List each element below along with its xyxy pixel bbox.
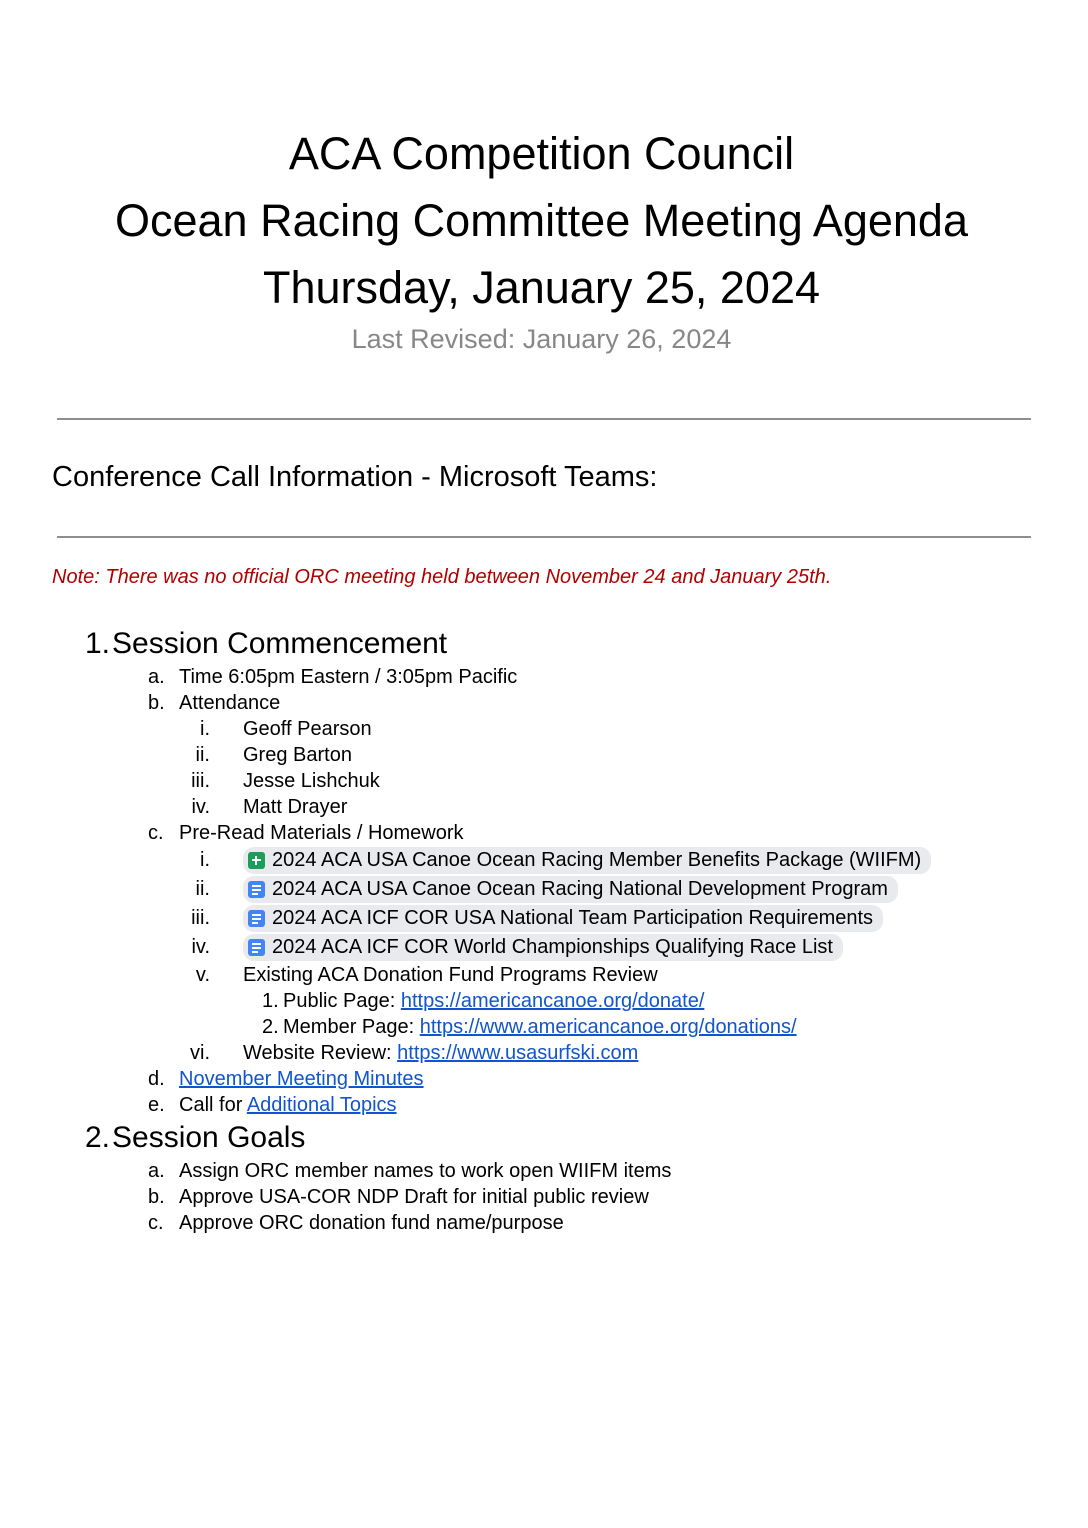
- text-segment: Session Commencement: [112, 627, 448, 660]
- row-content: [243, 904, 883, 933]
- agenda-row: [170, 904, 1031, 933]
- text-segment: Approve USA-COR NDP Draft for initial public review: [179, 1186, 649, 1208]
- hyperlink[interactable]: November Meeting Minutes: [179, 1068, 424, 1090]
- chip-label: 2024 ACA ICF COR World Championships Qualifying Race List: [272, 936, 833, 958]
- row-content: [243, 768, 380, 794]
- row-content: [243, 875, 898, 904]
- list-marker: iii.: [191, 907, 210, 929]
- list-marker: iv.: [191, 796, 210, 818]
- docs-file-icon: [248, 939, 265, 956]
- list-marker: iii.: [191, 770, 210, 792]
- agenda-row: [170, 962, 1031, 988]
- document-page: [0, 120, 1088, 1236]
- text-segment: Jesse Lishchuk: [243, 770, 380, 792]
- list-marker: ii.: [195, 744, 210, 766]
- agenda-row: [148, 820, 1031, 846]
- list-marker: a.: [148, 666, 165, 688]
- hyperlink[interactable]: Additional Topics: [246, 1094, 397, 1116]
- no-meeting-note: Note: There was no official ORC meeting held between November 24 and January 25th.: [52, 566, 832, 588]
- agenda-row: [148, 664, 1031, 690]
- horizontal-divider: [57, 418, 1031, 420]
- row-content: [283, 1014, 797, 1040]
- list-marker: d.: [148, 1068, 165, 1090]
- agenda-row: [262, 988, 1031, 1014]
- text-segment: Assign ORC member names to work open WIIFM items: [179, 1160, 672, 1182]
- docs-file-icon: [248, 881, 265, 898]
- agenda-row: [262, 1014, 1031, 1040]
- text-segment: Session Goals: [112, 1121, 306, 1154]
- docs-file-icon: [248, 910, 265, 927]
- list-marker: iv.: [191, 936, 210, 958]
- text-segment: Public Page:: [283, 990, 401, 1012]
- doc-subtitle: Last Revised: January 26, 2024: [351, 324, 732, 354]
- row-content: [243, 742, 352, 768]
- text-segment: Existing ACA Donation Fund Programs Review: [243, 964, 658, 986]
- agenda-list: [52, 624, 1031, 1236]
- row-content: [243, 933, 843, 962]
- agenda-row: [148, 1066, 1031, 1092]
- row-content: [179, 1210, 564, 1236]
- hyperlink[interactable]: https://americancanoe.org/donate/: [400, 990, 705, 1012]
- text-segment: Member Page:: [283, 1016, 420, 1038]
- list-marker: e.: [148, 1094, 165, 1116]
- row-content: [179, 1092, 397, 1118]
- row-content: [243, 716, 372, 742]
- agenda-row: [170, 846, 1031, 875]
- list-marker: 1.: [85, 627, 111, 660]
- docs-file-chip[interactable]: [243, 934, 843, 961]
- doc-title-line-3: Thursday, January 25, 2024: [262, 262, 820, 313]
- doc-title: [52, 120, 1031, 321]
- chip-label: 2024 ACA USA Canoe Ocean Racing National Development Program: [272, 878, 888, 900]
- row-content: [179, 1158, 671, 1184]
- doc-title-line-1: ACA Competition Council: [288, 128, 795, 179]
- row-content: [179, 1066, 424, 1092]
- row-content: [243, 962, 658, 988]
- list-marker: i.: [200, 718, 210, 740]
- text-segment: Call for: [179, 1094, 247, 1116]
- agenda-row: [148, 1158, 1031, 1184]
- list-marker: c.: [148, 1212, 164, 1234]
- agenda-row: [170, 933, 1031, 962]
- agenda-row: [170, 768, 1031, 794]
- list-marker: 2.: [85, 1121, 111, 1154]
- docs-file-chip[interactable]: [243, 905, 883, 932]
- list-marker: i.: [200, 849, 210, 871]
- agenda-row: [170, 742, 1031, 768]
- text-segment: Approve ORC donation fund name/purpose: [179, 1212, 564, 1234]
- list-marker: a.: [148, 1160, 165, 1182]
- agenda-row: [170, 794, 1031, 820]
- row-content: [243, 846, 931, 875]
- row-content: [112, 624, 447, 664]
- text-segment: Attendance: [179, 692, 281, 714]
- hyperlink[interactable]: https://www.usasurfski.com: [397, 1042, 639, 1064]
- docs-file-chip[interactable]: [243, 876, 898, 903]
- agenda-row: [148, 1092, 1031, 1118]
- agenda-row: [148, 1184, 1031, 1210]
- agenda-row: [170, 1040, 1031, 1066]
- list-marker: c.: [148, 822, 164, 844]
- horizontal-divider: [57, 536, 1031, 538]
- doc-title-line-2: Ocean Racing Committee Meeting Agenda: [115, 195, 968, 246]
- sheets-file-icon: [248, 852, 265, 869]
- row-content: [243, 1040, 638, 1066]
- text-segment: Matt Drayer: [243, 796, 348, 818]
- list-marker: vi.: [190, 1042, 210, 1064]
- row-content: [179, 820, 464, 846]
- row-content: [179, 664, 517, 690]
- list-marker: b.: [148, 692, 165, 714]
- list-marker: 2.: [262, 1016, 279, 1038]
- conference-call-heading: Conference Call Information - Microsoft Teams:: [52, 461, 658, 493]
- row-content: [179, 690, 280, 716]
- list-marker: b.: [148, 1186, 165, 1208]
- agenda-row: [148, 690, 1031, 716]
- sheets-file-chip[interactable]: [243, 847, 931, 874]
- text-segment: Website Review:: [243, 1042, 398, 1064]
- chip-label: 2024 ACA ICF COR USA National Team Participation Requirements: [272, 907, 874, 929]
- list-marker: ii.: [195, 878, 210, 900]
- row-content: [179, 1184, 649, 1210]
- chip-label: 2024 ACA USA Canoe Ocean Racing Member Benefits Package (WIIFM): [272, 849, 922, 871]
- hyperlink[interactable]: https://www.americancanoe.org/donations/: [419, 1016, 797, 1038]
- agenda-section-heading-row: [85, 1118, 1031, 1158]
- row-content: [283, 988, 704, 1014]
- row-content: [243, 794, 347, 820]
- list-marker: 1.: [262, 990, 279, 1012]
- text-segment: Pre-Read Materials / Homework: [179, 822, 464, 844]
- list-marker: v.: [195, 964, 210, 986]
- text-segment: Greg Barton: [243, 744, 352, 766]
- agenda-row: [170, 875, 1031, 904]
- text-segment: Time 6:05pm Eastern / 3:05pm Pacific: [179, 666, 518, 688]
- row-content: [112, 1118, 305, 1158]
- agenda-section-heading-row: [85, 624, 1031, 664]
- text-segment: Geoff Pearson: [243, 718, 372, 740]
- agenda-row: [170, 716, 1031, 742]
- agenda-row: [148, 1210, 1031, 1236]
